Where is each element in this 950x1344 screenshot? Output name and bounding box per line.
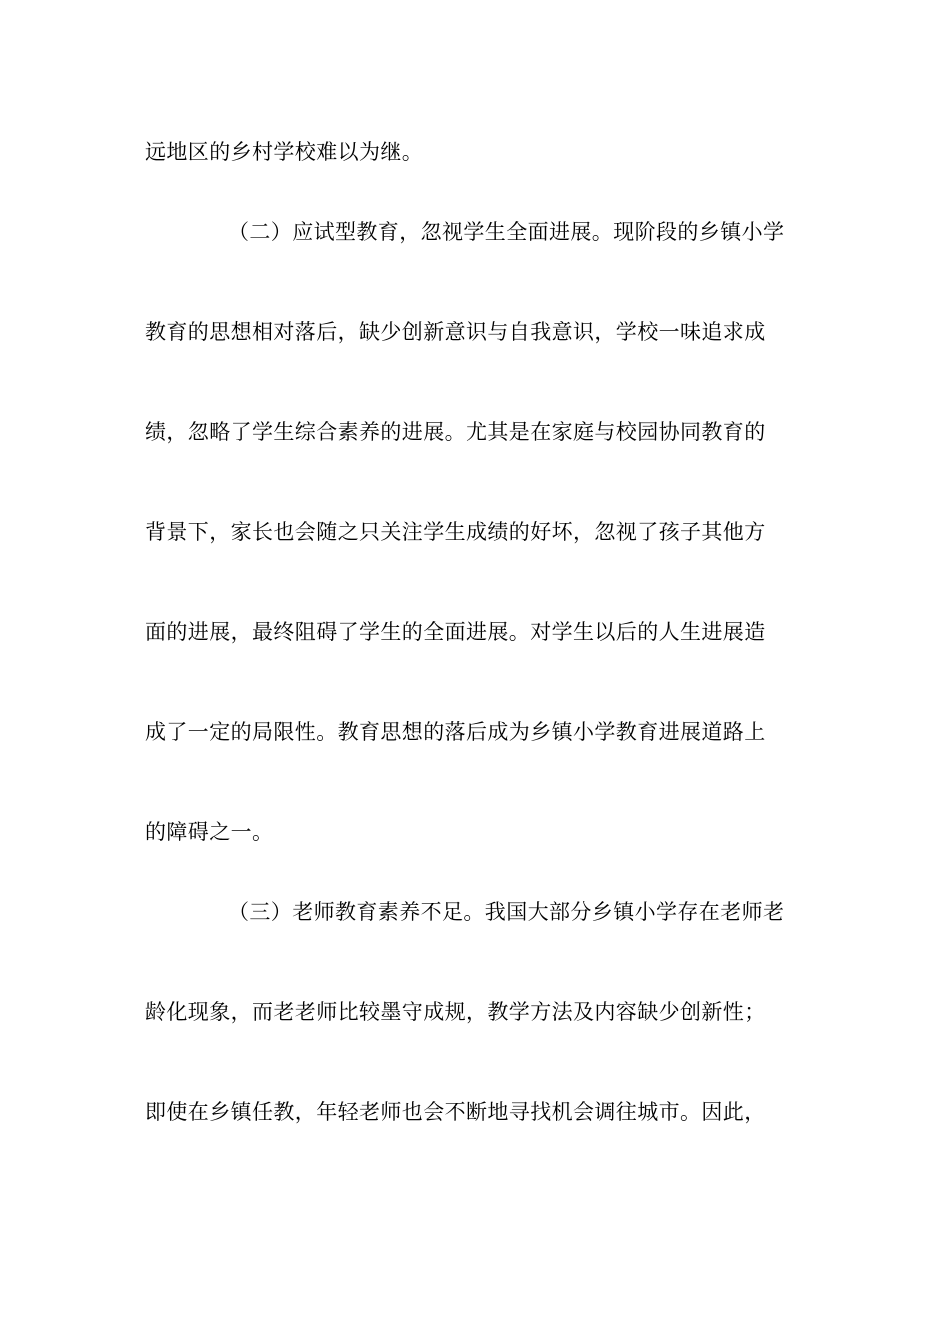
paragraph-line: 成了一定的局限性。教育思想的落后成为乡镇小学教育进展道路上 xyxy=(145,720,766,744)
paragraph-line: 背景下，家长也会随之只关注学生成绩的好坏，忽视了孩子其他方 xyxy=(145,520,766,544)
paragraph-line: 面的进展，最终阻碍了学生的全面进展。对学生以后的人生进展造 xyxy=(145,620,766,644)
section-heading-line: （二）应试型教育，忽视学生全面进展。现阶段的乡镇小学 xyxy=(228,220,785,244)
paragraph-line: 龄化现象，而老老师比较墨守成规，教学方法及内容缺少创新性； xyxy=(145,1000,766,1024)
paragraph-line: 的障碍之一。 xyxy=(145,820,274,844)
paragraph-line: 教育的思想相对落后，缺少创新意识与自我意识，学校一味追求成 xyxy=(145,320,766,344)
paragraph-line: 即使在乡镇任教，年轻老师也会不断地寻找机会调往城市。因此， xyxy=(145,1100,766,1124)
section-heading-line: （三）老师教育素养不足。我国大部分乡镇小学存在老师老 xyxy=(228,900,785,924)
paragraph-line: 远地区的乡村学校难以为继。 xyxy=(145,140,424,164)
paragraph-line: 绩，忽略了学生综合素养的进展。尤其是在家庭与校园协同教育的 xyxy=(145,420,766,444)
